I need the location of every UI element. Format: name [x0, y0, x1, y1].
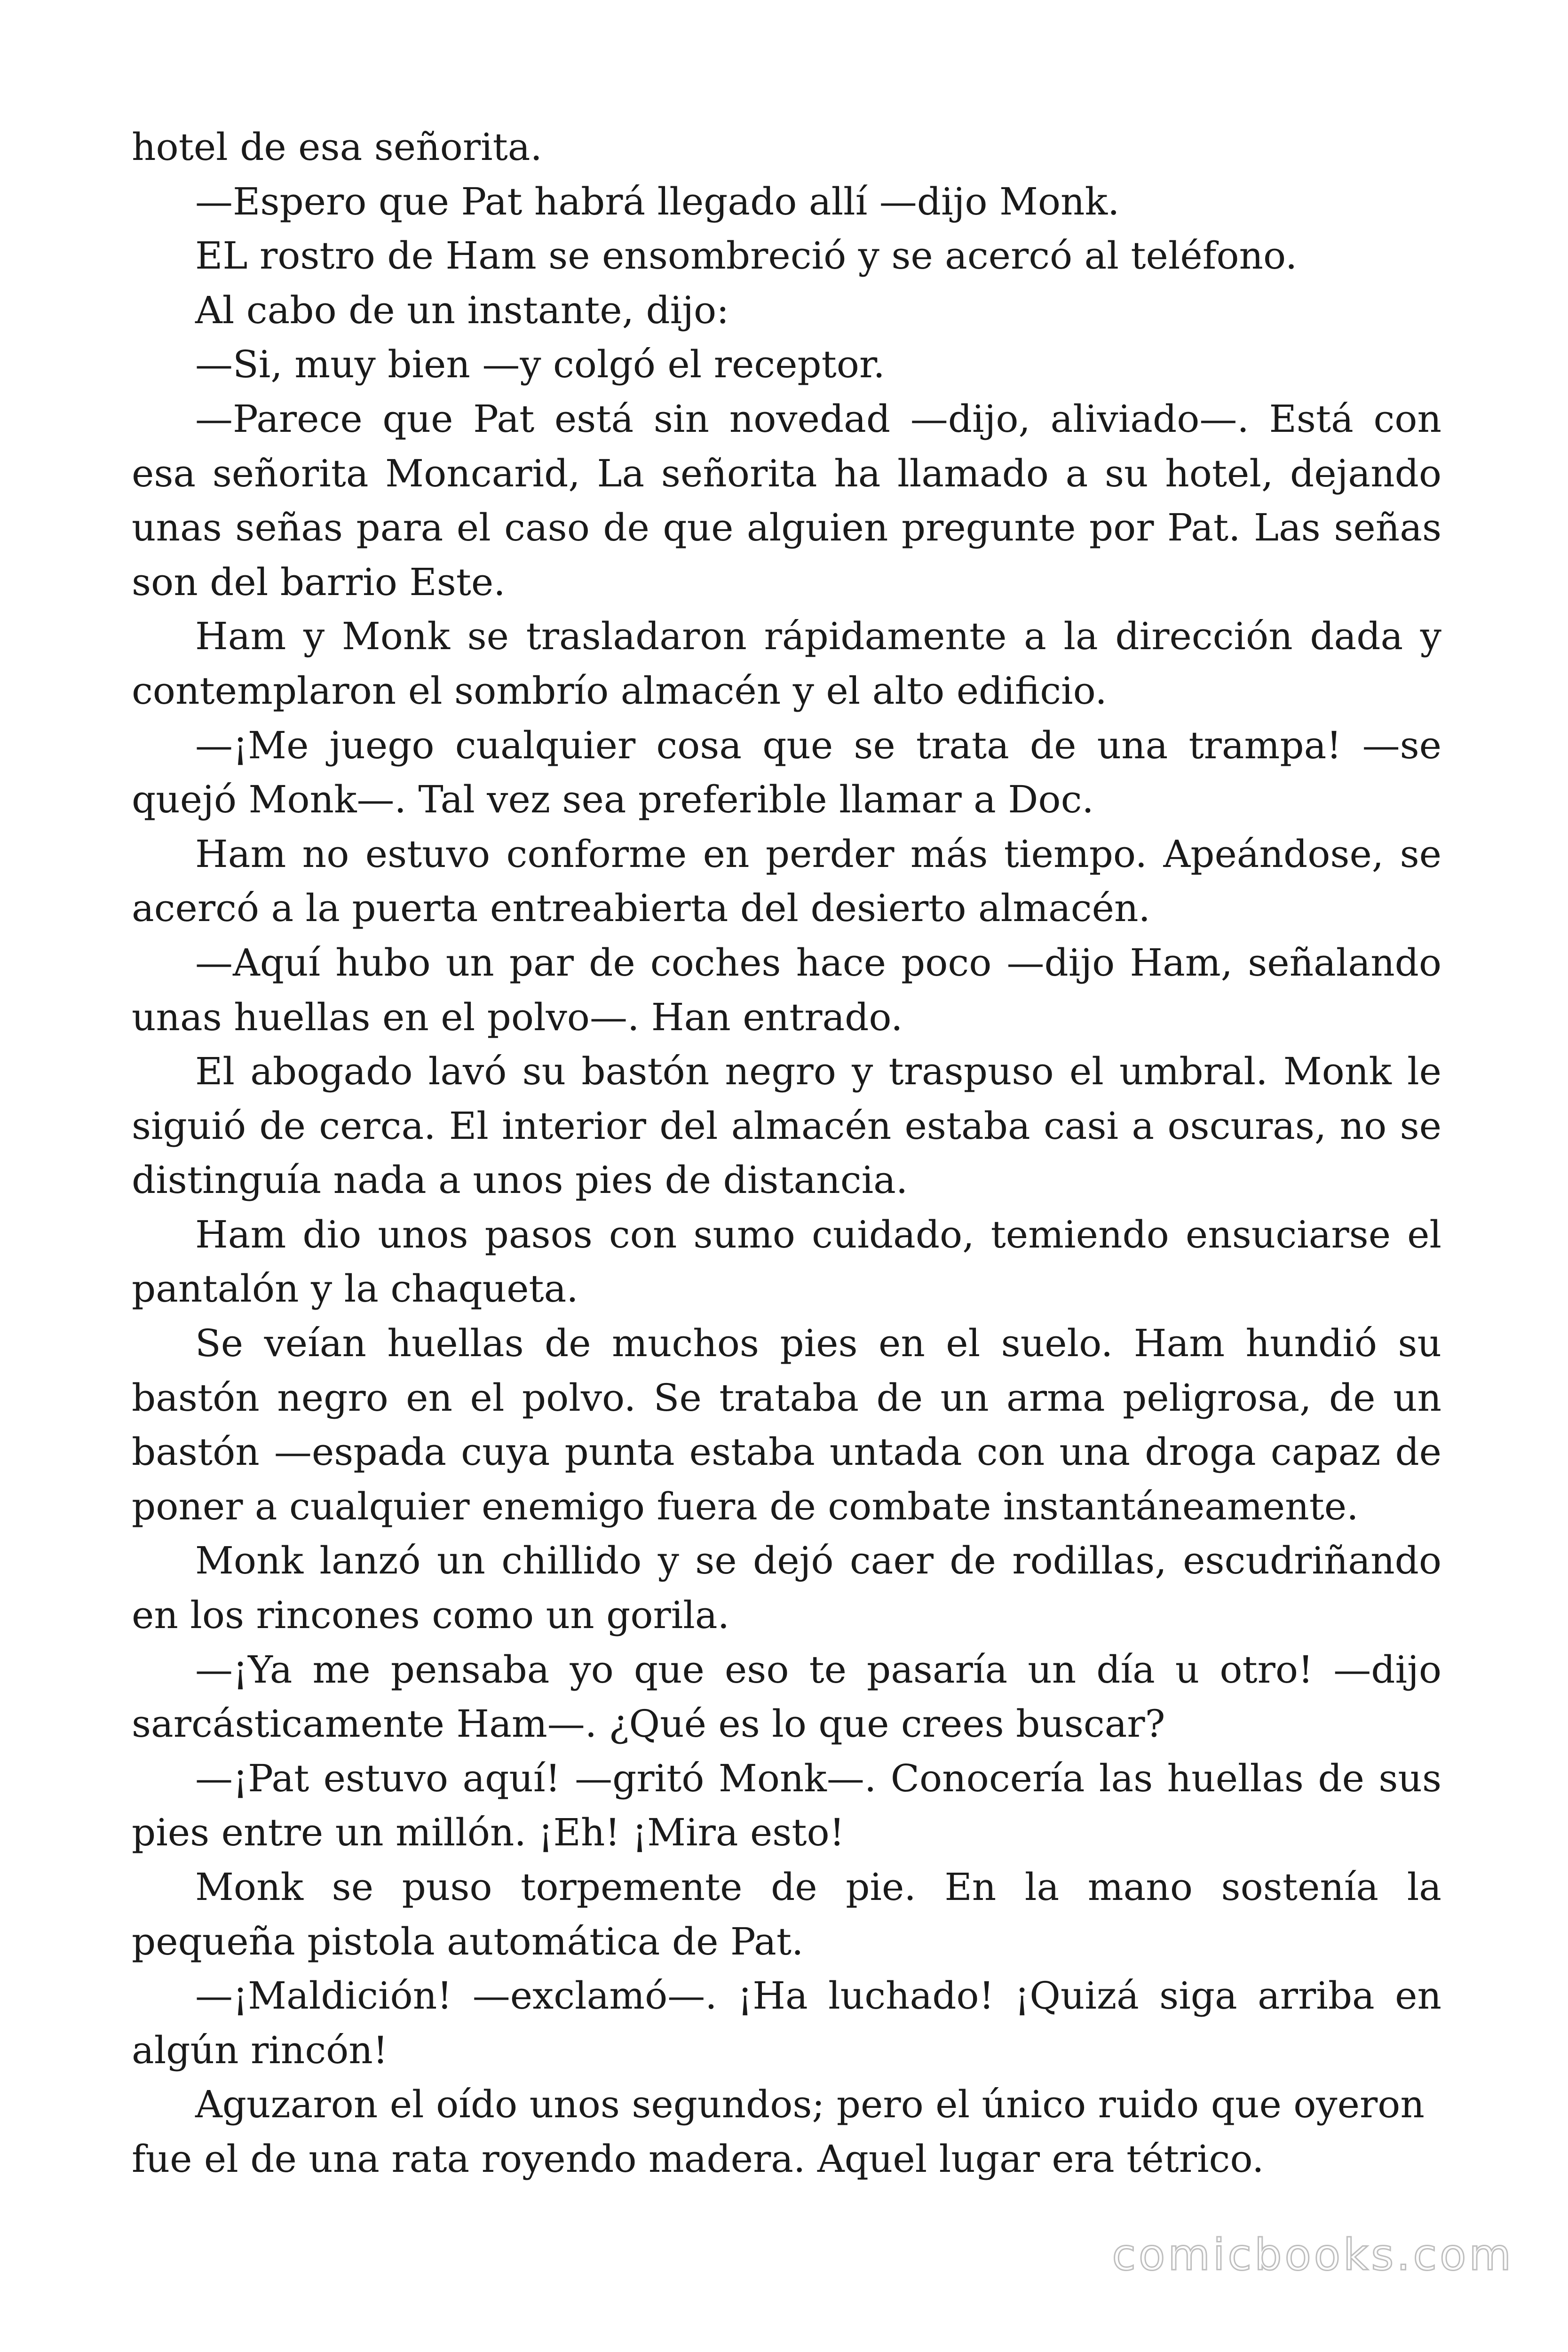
- paragraph: Aguzaron el oído unos segundos; pero el único ruido que oyeron fue el de una rata royendo madera. Aquel lugar era tétrico.: [132, 2082, 1425, 2181]
- paragraph: Ham y Monk se trasladaron rápidamente a la dirección dada y contemplaron el sombrío almacén y el alto edificio.: [132, 614, 1441, 713]
- paragraph: —Espero que Pat habrá llegado allí —dijo Monk.: [195, 179, 1120, 223]
- paragraph: hotel de esa señorita.: [132, 125, 542, 169]
- paragraph: El abogado lavó su bastón negro y traspuso el umbral. Monk le siguió de cerca. El interior del almacén estaba casi a oscuras, no se distinguía nada a unos pies de distancia.: [132, 1049, 1441, 1202]
- paragraph: —Si, muy bien —y colgó el receptor.: [195, 342, 885, 387]
- paragraph: Se veían huellas de muchos pies en el suelo. Ham hundió su bastón negro en el polvo. Se trataba de un arma peligrosa, de un bastón —espada cuya punta estaba untada con una droga capaz de poner a cualquier enemigo fuera de combate instantáneamente.: [132, 1321, 1441, 1528]
- paragraph: —¡Ya me pensaba yo que eso te pasaría un día u otro! —dijo sarcásticamente Ham—. ¿Qué es lo que crees buscar?: [132, 1647, 1441, 1746]
- paragraph: —¡Me juego cualquier cosa que se trata de una trampa! —se quejó Monk—. Tal vez sea preferible llamar a Doc.: [132, 723, 1441, 822]
- paragraph: Monk lanzó un chillido y se dejó caer de rodillas, escudriñando en los rincones como un gorila.: [132, 1539, 1441, 1637]
- paragraph: —Parece que Pat está sin novedad —dijo, aliviado—. Está con esa señorita Moncarid, La señorita ha llamado a su hotel, dejando unas señas para el caso de que alguien pregunte por Pat. Las señas son del barrio Este.: [132, 397, 1441, 604]
- paragraph: —¡Maldición! —exclamó—. ¡Ha luchado! ¡Quizá siga arriba en algún rincón!: [132, 1974, 1441, 2072]
- watermark: comicbooks.com: [1112, 2230, 1514, 2280]
- paragraph: Ham dio unos pasos con sumo cuidado, temiendo ensuciarse el pantalón y la chaqueta.: [132, 1212, 1441, 1311]
- body-text: [132, 120, 1441, 2186]
- paragraph: —Aquí hubo un par de coches hace poco —dijo Ham, señalando unas huellas en el polvo—. Han entrado.: [132, 940, 1441, 1039]
- paragraph: Ham no estuvo conforme en perder más tiempo. Apeándose, se acercó a la puerta entreabierta del desierto almacén.: [132, 832, 1441, 930]
- paragraph: Al cabo de un instante, dijo:: [195, 288, 729, 332]
- paragraph: Monk se puso torpemente de pie. En la mano sostenía la pequeña pistola automática de Pat.: [132, 1865, 1441, 1963]
- paragraph: EL rostro de Ham se ensombreció y se acercó al teléfono.: [195, 234, 1298, 278]
- paragraph: —¡Pat estuvo aquí! —gritó Monk—. Conocería las huellas de sus pies entre un millón. ¡Eh! ¡Mira esto!: [132, 1756, 1441, 1855]
